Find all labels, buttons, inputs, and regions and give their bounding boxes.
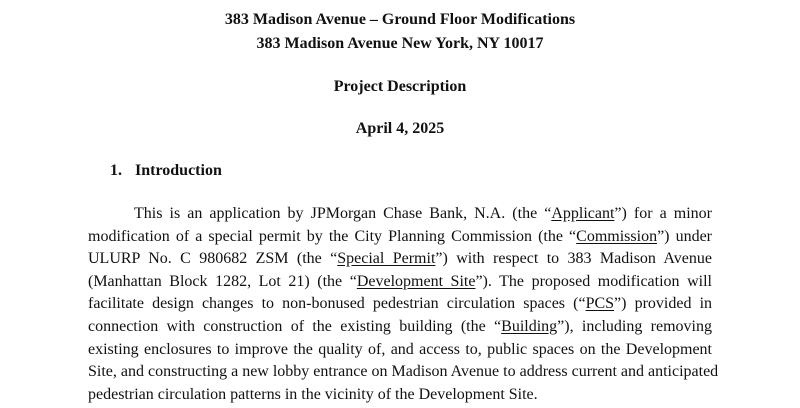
text-segment: existing enclosures to improve the quality of, and access to, public spaces on the Development — [88, 340, 712, 358]
text-segment: ”). The proposed modification will — [475, 272, 712, 290]
text-segment: ”) with respect to 383 Madison Avenue — [435, 250, 712, 268]
defined-term: Building — [501, 318, 558, 335]
text-segment: ”) provided in — [614, 295, 713, 313]
paragraph-line — [134, 204, 712, 224]
section-title: Introduction — [135, 162, 222, 179]
paragraph-line — [88, 317, 712, 337]
section-heading — [110, 161, 222, 181]
paragraph-line — [88, 272, 712, 292]
section-number: 1. — [110, 162, 122, 179]
document-title: 383 Madison Avenue – Ground Floor Modifications — [224, 11, 576, 28]
paragraph-line — [88, 385, 712, 405]
text-segment: ”), including removing — [557, 318, 712, 335]
text-segment: modification of a special permit by the City Planning Commission (the “ — [88, 227, 577, 245]
paragraph-line — [88, 249, 712, 269]
text-segment: Site, and constructing a new lobby entrance on Madison Avenue to address current and anticipated — [88, 363, 719, 381]
text-segment: connection with construction of the existing building (the “ — [88, 318, 502, 335]
document-address: 383 Madison Avenue New York, NY 10017 — [256, 35, 544, 52]
defined-term: PCS — [585, 295, 615, 313]
defined-term: Commission — [576, 227, 658, 245]
paragraph-line — [88, 294, 712, 314]
document-subtitle: Project Description — [333, 78, 467, 95]
document-date: April 4, 2025 — [355, 120, 445, 137]
paragraph-line — [88, 340, 712, 360]
defined-term: Applicant — [551, 205, 615, 222]
text-segment: facilitate design changes to non-bonused pedestrian circulation spaces (“ — [88, 295, 586, 313]
defined-term: Special Permit — [337, 250, 436, 268]
text-segment: pedestrian circulation patterns in the vicinity of the Development Site. — [88, 385, 538, 403]
defined-term: Development Site — [356, 272, 476, 290]
text-segment: ULURP No. C 980682 ZSM (the “ — [88, 250, 338, 268]
text-segment: ”) for a minor — [614, 205, 712, 222]
paragraph-line — [88, 227, 712, 247]
text-segment: This is an application by JPMorgan Chase Bank, N.A. (the “ — [134, 205, 552, 222]
paragraph-line — [88, 362, 719, 382]
text-segment: (Manhattan Block 1282, Lot 21) (the “ — [88, 272, 357, 290]
text-segment: ”) under — [657, 227, 713, 245]
